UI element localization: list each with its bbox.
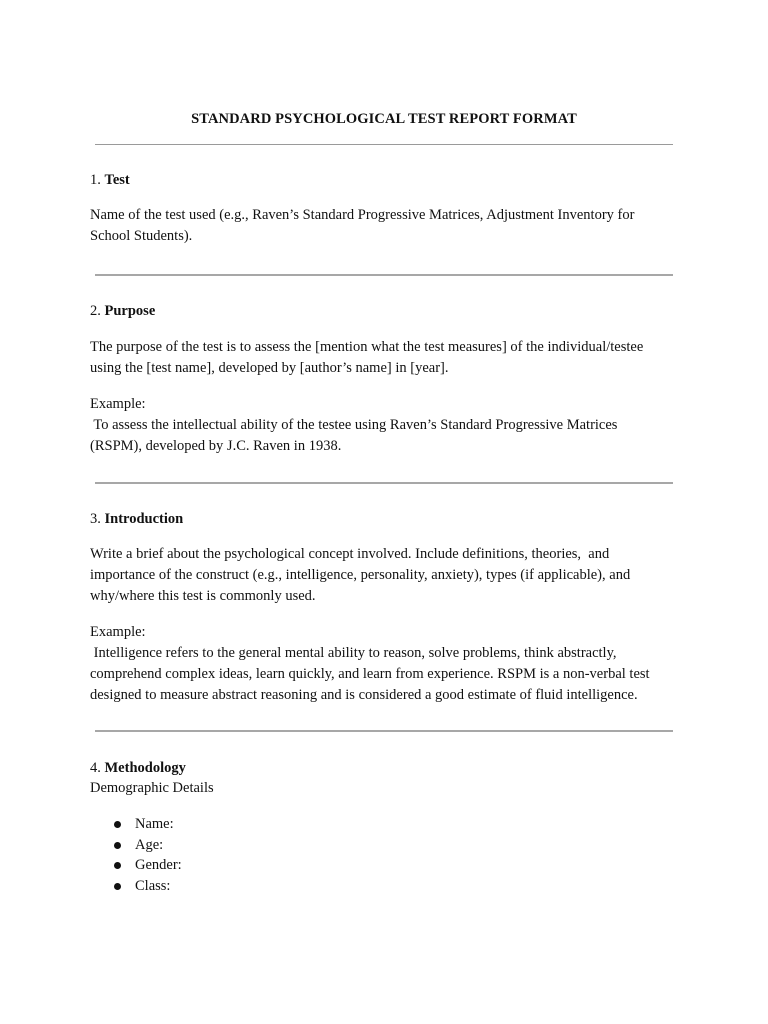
demographic-field-label: Class:	[135, 878, 171, 895]
section-divider	[95, 274, 673, 276]
section-divider	[95, 730, 673, 732]
section-title: Introduction	[104, 511, 184, 527]
section-number: 1.	[90, 172, 101, 188]
section-title: Methodology	[104, 760, 186, 776]
purpose-example: Example: To assess the intellectual ability of the testee using Raven’s Standard Progressive Matrices (RSPM), developed by J.C. Raven in 1938.	[90, 396, 618, 454]
section-title: Test	[104, 172, 130, 188]
section-number: 3.	[90, 511, 101, 527]
list-item	[90, 835, 182, 856]
test-description: Name of the test used (e.g., Raven’s Standard Progressive Matrices, Adjustment Inventory for School Students).	[90, 207, 635, 244]
section-divider	[95, 482, 673, 484]
bullet-icon	[114, 842, 121, 849]
bullet-icon	[114, 862, 121, 869]
section-title: Purpose	[104, 303, 156, 319]
document-title: STANDARD PSYCHOLOGICAL TEST REPORT FORMAT	[191, 111, 577, 127]
introduction-description: Write a brief about the psychological concept involved. Include definitions, theories, and importance of the construct (e.g., intelligence, personality, anxiety), types (if applicable), and why/where this test is commonly used.	[90, 546, 631, 604]
demographic-list	[90, 814, 182, 897]
section-heading-methodology	[90, 758, 186, 778]
demographic-field-label: Age:	[135, 836, 164, 853]
demographic-details-subheading: Demographic Details	[90, 780, 214, 796]
title-divider	[95, 144, 673, 145]
introduction-example: Example: Intelligence refers to the general mental ability to reason, solve problems, think abstractly, comprehend complex ideas, learn quickly, and learn from experience. RSPM is a non-verbal test designed to measure abstract reasoning and is considered a good estimate of fluid intelligence.	[90, 624, 650, 703]
demographic-field-label: Gender:	[135, 857, 182, 874]
bullet-icon	[114, 883, 121, 890]
section-number: 2.	[90, 303, 101, 319]
list-item	[90, 876, 182, 897]
bullet-icon	[114, 821, 121, 828]
section-heading-introduction	[90, 509, 183, 529]
section-heading-test	[90, 170, 130, 190]
section-heading-purpose	[90, 301, 155, 321]
purpose-description: The purpose of the test is to assess the [mention what the test measures] of the individual/testee using the [test name], developed by [author’s name] in [year].	[90, 339, 644, 376]
section-number: 4.	[90, 760, 101, 776]
list-item	[90, 814, 182, 835]
list-item	[90, 855, 182, 876]
demographic-field-label: Name:	[135, 816, 174, 832]
